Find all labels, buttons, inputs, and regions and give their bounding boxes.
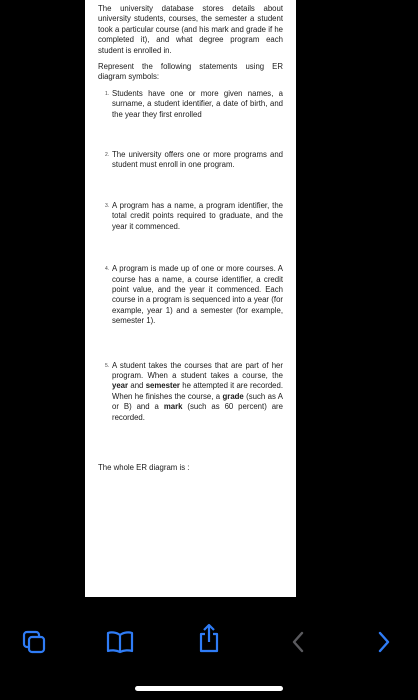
list-item bbox=[98, 264, 283, 326]
list-item-text bbox=[112, 361, 283, 422]
text-run: (such as 60 percent) are recorded. bbox=[112, 402, 283, 422]
list-item-text: Students have one or more given names, a surname, a student identifier, a date of birth, and the year they first enrolled bbox=[112, 88, 283, 119]
forward-button[interactable] bbox=[370, 628, 398, 656]
document-body bbox=[98, 4, 283, 473]
bold-term: year bbox=[112, 381, 129, 391]
list-item bbox=[98, 150, 283, 171]
share-icon bbox=[197, 623, 221, 653]
share-button[interactable] bbox=[195, 624, 223, 652]
list-number: 2. bbox=[105, 152, 110, 159]
bold-term: mark bbox=[163, 402, 183, 412]
book-icon bbox=[106, 630, 134, 654]
chevron-left-icon bbox=[290, 630, 306, 654]
bold-term: semester bbox=[145, 381, 180, 391]
text-run: (such as A or B) and a bbox=[112, 391, 283, 412]
list-item bbox=[98, 201, 283, 232]
list-item-text: A program has a name, a program identifier, the total credit points required to graduate, and the year it commenced. bbox=[112, 200, 283, 231]
list-item bbox=[98, 361, 283, 423]
instruction-paragraph: Represent the following statements using ER diagram symbols: bbox=[98, 62, 283, 82]
bottom-toolbar bbox=[0, 610, 418, 670]
home-indicator[interactable] bbox=[135, 686, 283, 691]
document-page bbox=[85, 0, 296, 597]
tabs-icon bbox=[21, 629, 47, 655]
list-number: 1. bbox=[105, 90, 110, 97]
bookmarks-button[interactable] bbox=[106, 628, 134, 656]
chevron-right-icon bbox=[376, 630, 392, 654]
text-run: and bbox=[128, 381, 146, 391]
tabs-button[interactable] bbox=[20, 628, 48, 656]
bold-term: grade bbox=[222, 391, 244, 401]
list-item bbox=[98, 89, 283, 120]
list-item-text: The university offers one or more programs and student must enroll in one program. bbox=[112, 150, 283, 170]
list-number: 3. bbox=[105, 202, 110, 209]
list-number: 4. bbox=[105, 266, 110, 273]
back-button[interactable] bbox=[284, 628, 312, 656]
list-number: 5. bbox=[105, 362, 110, 369]
text-run: A student takes the courses that are part of her program. When a student takes a course, the bbox=[112, 360, 283, 380]
list-item-text: A program is made up of one or more courses. A course has a name, a course identifier, a credit point value, and the year it commenced. Each course in a program is sequenced into a year (for example, year 1) and a semester (for example, semester 1). bbox=[112, 264, 283, 326]
er-diagram-heading: The whole ER diagram is : bbox=[98, 462, 190, 472]
text-run: he attempted it are recorded. When he finishes the course, a bbox=[112, 381, 283, 401]
intro-paragraph: The university database stores details about university students, courses, the semester a student took a particular course (and his mark and grade if he completed it), and what degree program each student is enrolled in. bbox=[98, 4, 283, 55]
